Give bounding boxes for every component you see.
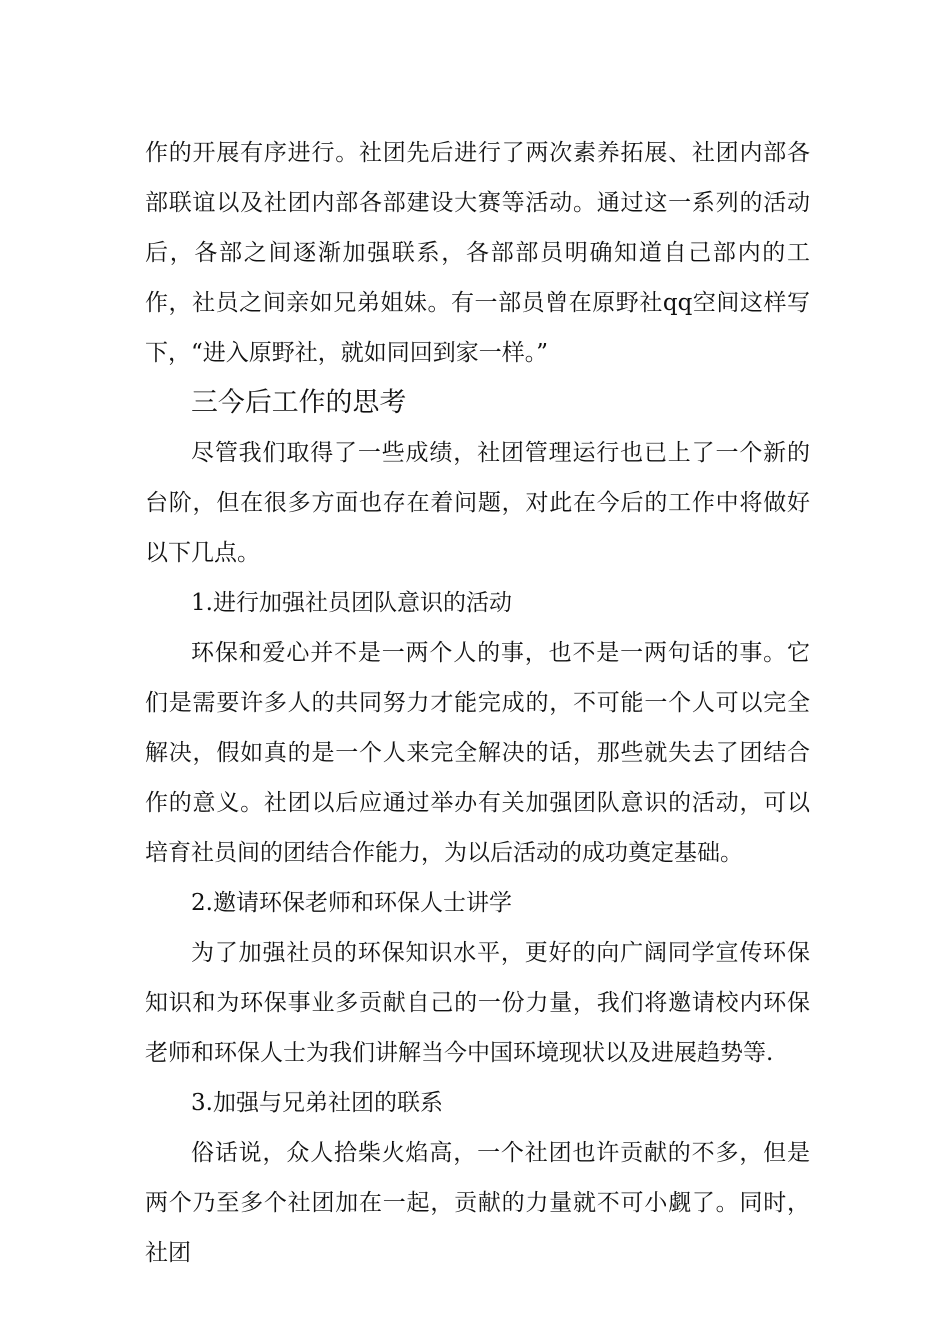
paragraph-sibling-clubs: 俗话说，众人拾柴火焰高，一个社团也许贡献的不多，但是两个乃至多个社团加在一起，贡献的力量就不可小觑了。同时，社团 — [145, 1140, 810, 1266]
item-heading-sibling-clubs: 3.加强与兄弟社团的联系 — [191, 1090, 443, 1116]
item-heading-team-awareness: 1.进行加强社员团队意识的活动 — [191, 590, 512, 616]
section-heading-future-work: 三今后工作的思考 — [191, 387, 407, 418]
document-body — [145, 128, 810, 1278]
paragraph-continuation: 作的开展有序进行。社团先后进行了两次素养拓展、社团内部各部联谊以及社团内部各部建设大赛等活动。通过这一系列的活动后，各部之间逐渐加强联系，各部部员明确知道自己部内的工作，社员之间亲如兄弟姐妹。有一部员曾在原野社qq空间这样写下，“进入原野社，就如同回到家一样。” — [145, 140, 810, 366]
paragraph-intro-problems: 尽管我们取得了一些成绩，社团管理运行也已上了一个新的台阶，但在很多方面也存在着问题，对此在今后的工作中将做好以下几点。 — [145, 440, 810, 566]
paragraph-team-awareness: 环保和爱心并不是一两个人的事，也不是一两句话的事。它们是需要许多人的共同努力才能完成的，不可能一个人可以完全解决，假如真的是一个人来完全解决的话，那些就失去了团结合作的意义。社团以后应通过举办有关加强团队意识的活动，可以培育社员间的团结合作能力，为以后活动的成功奠定基础。 — [145, 640, 810, 866]
item-heading-invite-teachers: 2.邀请环保老师和环保人士讲学 — [191, 890, 512, 916]
paragraph-invite-teachers: 为了加强社员的环保知识水平，更好的向广阔同学宣传环保知识和为环保事业多贡献自己的一份力量，我们将邀请校内环保老师和环保人士为我们讲解当今中国环境现状以及进展趋势等. — [145, 940, 810, 1066]
